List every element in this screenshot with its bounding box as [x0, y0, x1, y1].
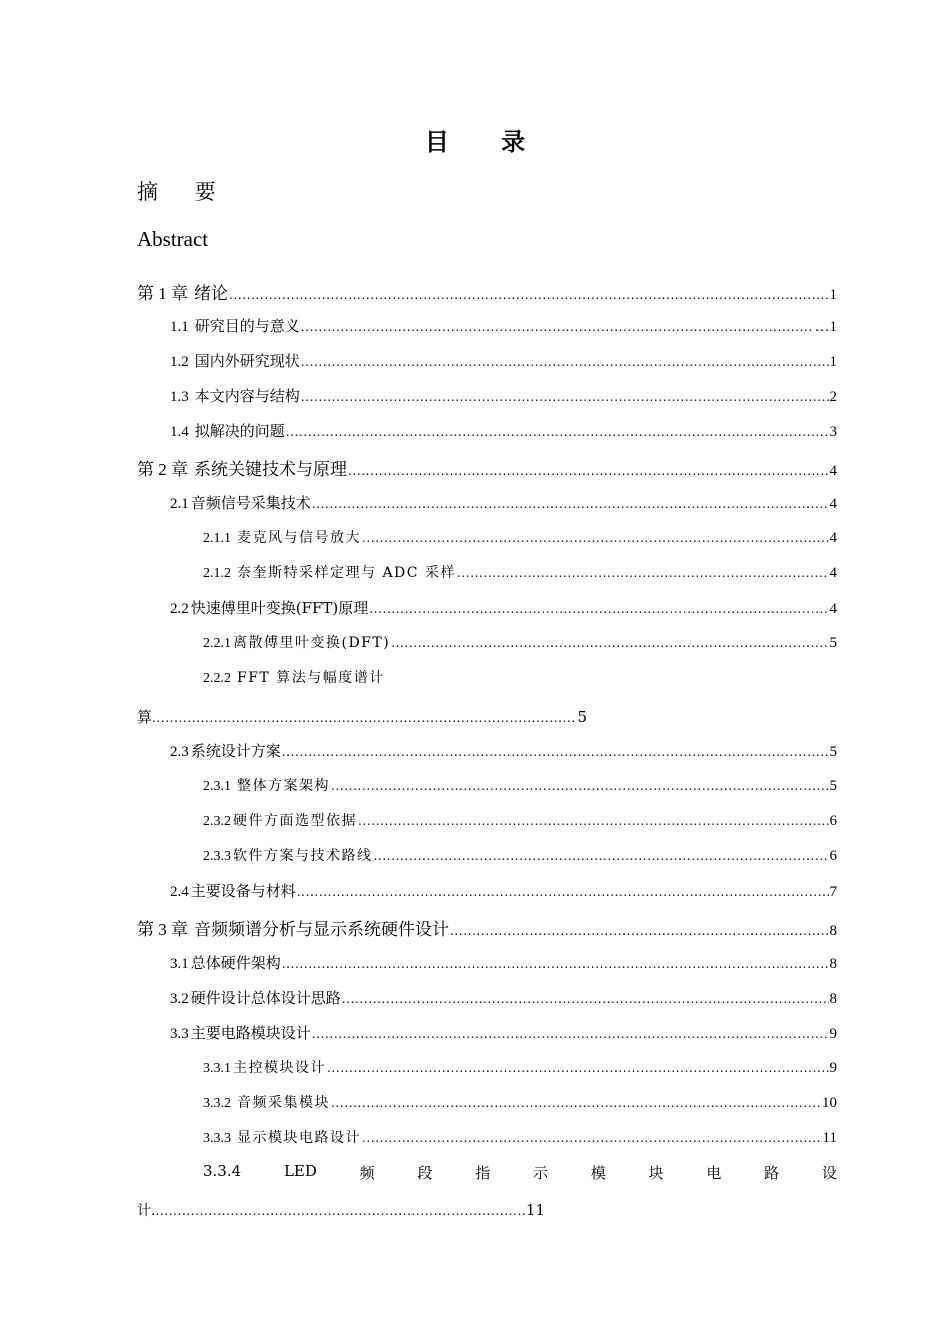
toc-entry-3-3-4-cont[interactable]: 计. ..... 11 [137, 1200, 545, 1220]
toc-entry-3-3-2[interactable]: 3.3.2 音频采集模块 ..... 10 [203, 1092, 837, 1116]
toc-entry-2-3-1[interactable]: 2.3.1 整体方案架构 ..... 5 [203, 775, 837, 799]
toc-entry-2-1-1[interactable]: 2.1.1 麦克风与信号放大 ..... 4 [203, 527, 837, 551]
toc-entry-2-2-1[interactable]: 2.2.1 离散傅里叶变换(DFT) ..... 5 [203, 632, 837, 656]
abstract-en-heading[interactable]: Abstract [137, 227, 209, 251]
abstract-cn-heading[interactable]: 摘 要 [137, 180, 231, 204]
toc-entry-2-2-2[interactable]: 2.2.2 FFT 算法与幅度谱计 [203, 670, 385, 686]
toc-entry-2-1-2[interactable]: 2.1.2 奈奎斯特采样定理与 ADC 采样 ..... 4 [203, 562, 837, 586]
toc-entry-1-2[interactable]: 1.2 国内外研究现状 ..... 1 [170, 350, 837, 374]
page-title: 目 录 [424, 128, 548, 156]
toc-entry-ch3[interactable]: 第 3 章 音频频谱分析与显示系统硬件设计 ..... 8 [137, 915, 837, 939]
toc-entry-2-3[interactable]: 2.3 系统设计方案 ..... 5 [170, 740, 837, 764]
toc-entry-3-2[interactable]: 3.2 硬件设计总体设计思路 ..... 8 [170, 987, 837, 1011]
toc-entry-2-1[interactable]: 2.1 音频信号采集技术 ..... 4 [170, 492, 837, 516]
toc-entry-2-2[interactable]: 2.2 快速傅里叶变换(FFT)原理 ..... 4 [170, 597, 837, 621]
toc-entry-3-3-3[interactable]: 3.3.3 显示模块电路设计 ..... 11 [203, 1127, 837, 1151]
toc-entry-2-3-2[interactable]: 2.3.2 硬件方面选型依据 ..... 6 [203, 810, 837, 834]
toc-entry-3-1[interactable]: 3.1 总体硬件架构 ..... 8 [170, 952, 837, 976]
toc-entry-3-3-1[interactable]: 3.3.1 主控模块设计 ..... 9 [203, 1057, 837, 1081]
toc-entry-ch2[interactable]: 第 2 章 系统关键技术与原理 ..... 4 [137, 455, 837, 479]
toc-entry-2-2-2-cont[interactable]: 算 ..... 5 [137, 706, 587, 727]
toc-entry-1-3[interactable]: 1.3 本文内容与结构 ..... 2 [170, 385, 837, 409]
toc-entry-ch1[interactable]: 第 1 章 绪论 ..... 1 [137, 279, 837, 303]
toc-entry-3-3[interactable]: 3.3 主要电路模块设计 ..... 9 [170, 1022, 837, 1046]
toc-entry-1-4[interactable]: 1.4 拟解决的问题 ..... 3 [170, 420, 837, 444]
toc-entry-2-4[interactable]: 2.4 主要设备与材料 ..... 7 [170, 880, 837, 904]
toc-entry-1-1[interactable]: 1.1 研究目的与意义 ..... …1 [170, 315, 837, 339]
toc-entry-2-3-3[interactable]: 2.3.3 软件方案与技术路线 ..... 6 [203, 845, 837, 869]
toc-entry-3-3-4[interactable]: 3.3.4 LED 频 段 指 示 模 块 电 路 设 [203, 1162, 837, 1182]
